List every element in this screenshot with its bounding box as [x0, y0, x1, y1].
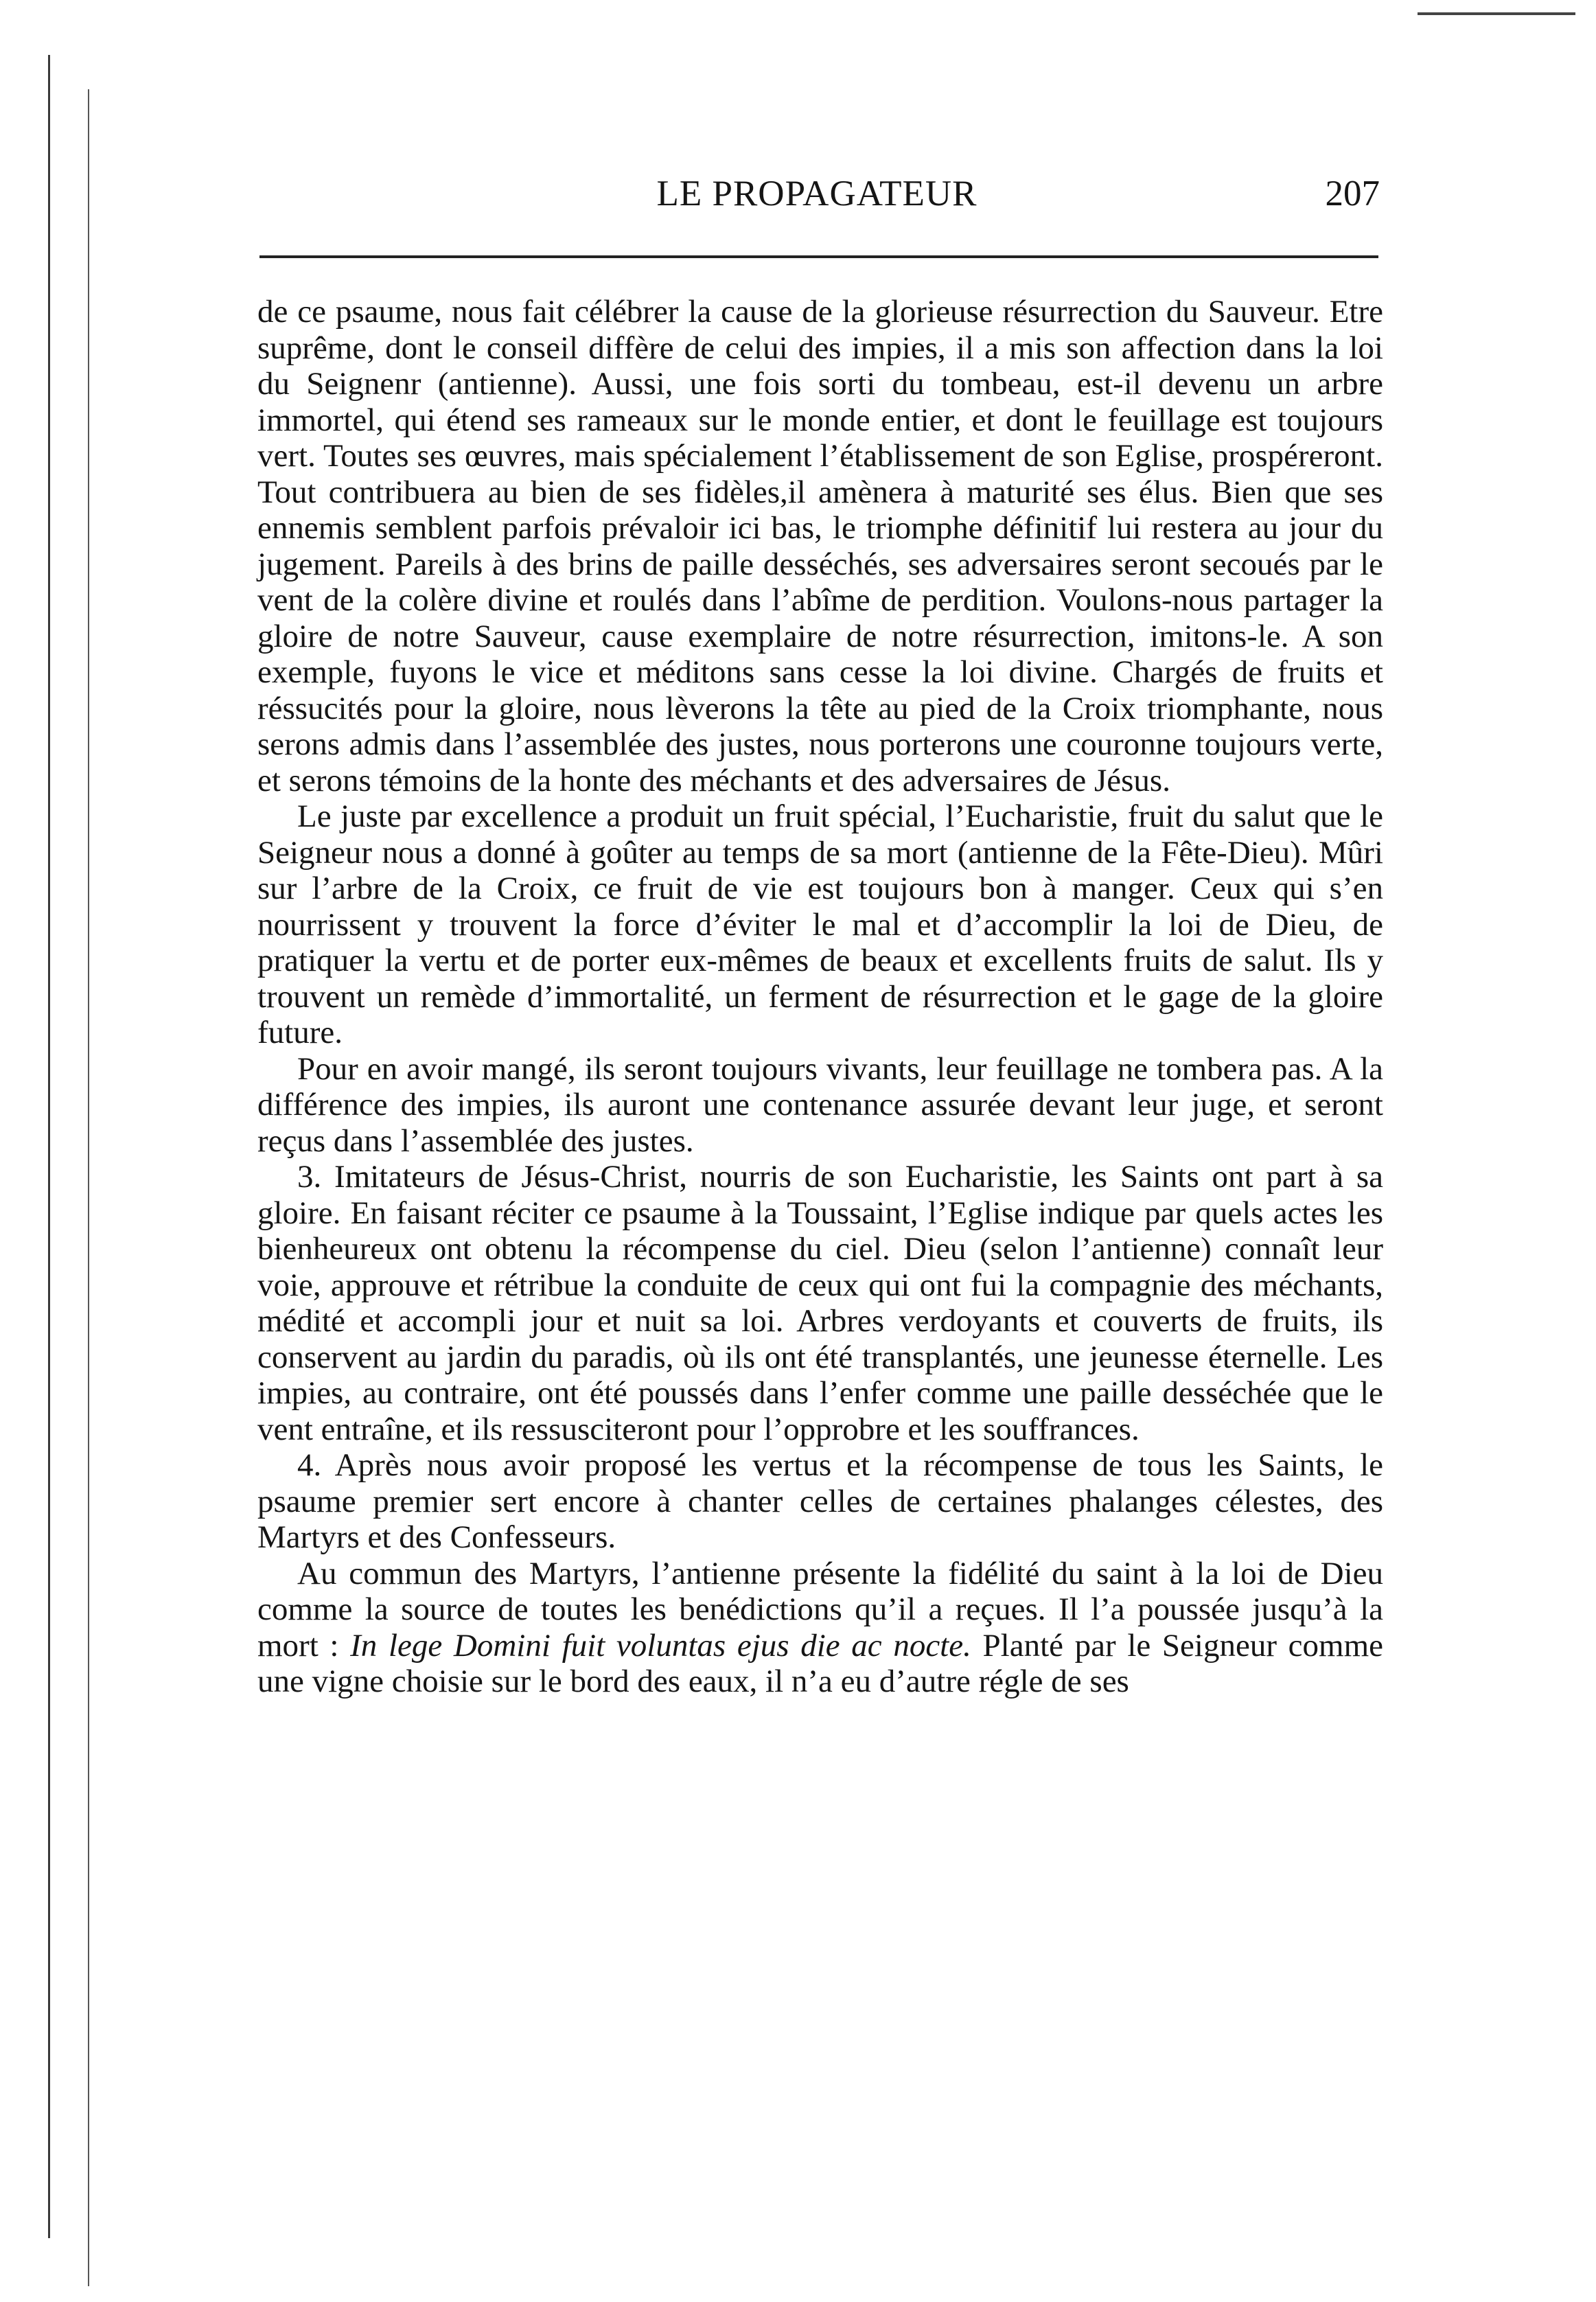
paragraph-text: Au commun des Martyrs, l’antienne présente la fidélité du saint à la loi de Dieu comme la source de toutes les benédictions qu’il a reçues. Il l’a poussée jusqu’à la mort :	[257, 1555, 1383, 1664]
body-text	[257, 294, 1383, 1700]
top-corner-rule	[1418, 12, 1575, 15]
header-rule	[259, 255, 1378, 258]
paragraph: de ce psaume, nous fait célébrer la cause de la glorieuse résurrection du Sauveur. Etre suprême, dont le conseil diffère de celui des impies, il a mis son affection dans la loi du Seignenr (antienne). Aussi, une fois sorti du tombeau, est-il devenu un arbre immortel, qui étend ses rameaux sur le monde entier, et dont le feuillage est toujours vert. Toutes ses œuvres, mais spécialement l’établissement de son Eglise, prospéreront. Tout contribuera au bien de ses fidèles,il amènera à maturité ses élus. Bien que ses ennemis semblent parfois prévaloir ici bas, le triomphe définitif lui restera au jour du jugement. Pareils à des brins de paille desséchés, ses adversaires seront secoués par le vent de la colère divine et roulés dans l’abîme de perdition. Voulons-nous partager la gloire de notre Sauveur, cause exemplaire de notre résurrection, imitons-le. A son exemple, fuyons le vice et méditons sans cesse la loi divine. Chargés de fruits et réssucités pour la gloire, nous lèverons la tête au pied de la Croix triomphante, nous serons admis dans l’assemblée des justes, nous porterons une couronne toujours verte, et serons témoins de la honte des méchants et des adversaires de Jésus.	[257, 294, 1383, 798]
paragraph: 4. Après nous avoir proposé les vertus et la récompense de tous les Saints, le psaume premier sert encore à chanter celles de certaines phalanges célestes, des Martyrs et des Confesseurs.	[257, 1447, 1383, 1555]
page-number: 207	[1325, 174, 1380, 214]
paragraph: Pour en avoir mangé, ils seront toujours vivants, leur feuillage ne tombera pas. A la différence des impies, ils auront une contenance assurée devant leur juge, et seront reçus dans l’assemblée des justes.	[257, 1050, 1383, 1159]
paragraph-text: Planté par le Seigneur comme une vigne choisie sur le bord des eaux, il n’a eu d’autre régle de ses	[257, 1627, 1383, 1699]
running-title: LE PROPAGATEUR	[656, 174, 978, 214]
page-edge-line	[48, 55, 50, 2238]
paragraph	[257, 1556, 1383, 1700]
page-edge-line	[88, 89, 89, 2286]
paragraph: 3. Imitateurs de Jésus-Christ, nourris de son Eucharistie, les Saints ont part à sa gloire. En faisant réciter ce psaume à la Toussaint, l’Eglise indique par quels actes les bienheureux ont obtenu la récompense du ciel. Dieu (selon l’antienne) connaît leur voie, approuve et rétribue la conduite de ceux qui ont fui la compagnie des méchants, médité et accompli jour et nuit sa loi. Arbres verdoyants et couverts de fruits, ils conservent au jardin du paradis, où ils ont été transplantés, une jeunesse éternelle. Les impies, au contraire, ont été poussés dans l’enfer comme une paille desséchée que le vent entraîne, et ils ressusciteront pour l’opprobre et les souffrances.	[257, 1159, 1383, 1447]
running-header	[254, 173, 1380, 221]
paragraph: Le juste par excellence a produit un fruit spécial, l’Eucharistie, fruit du salut que le Seigneur nous a donné à goûter au temps de sa mort (antienne de la Fête-Dieu). Mûri sur l’arbre de la Croix, ce fruit de vie est toujours bon à manger. Ceux qui s’en nourrissent y trouvent la force d’éviter le mal et d’accomplir la loi de Dieu, de pratiquer la vertu et de porter eux-mêmes de beaux et excellents fruits de salut. Ils y trouvent un remède d’immortalité, un ferment de résurrection et le gage de la gloire future.	[257, 798, 1383, 1050]
latin-quotation: In lege Domini fuit voluntas ejus die ac nocte.	[350, 1627, 971, 1664]
